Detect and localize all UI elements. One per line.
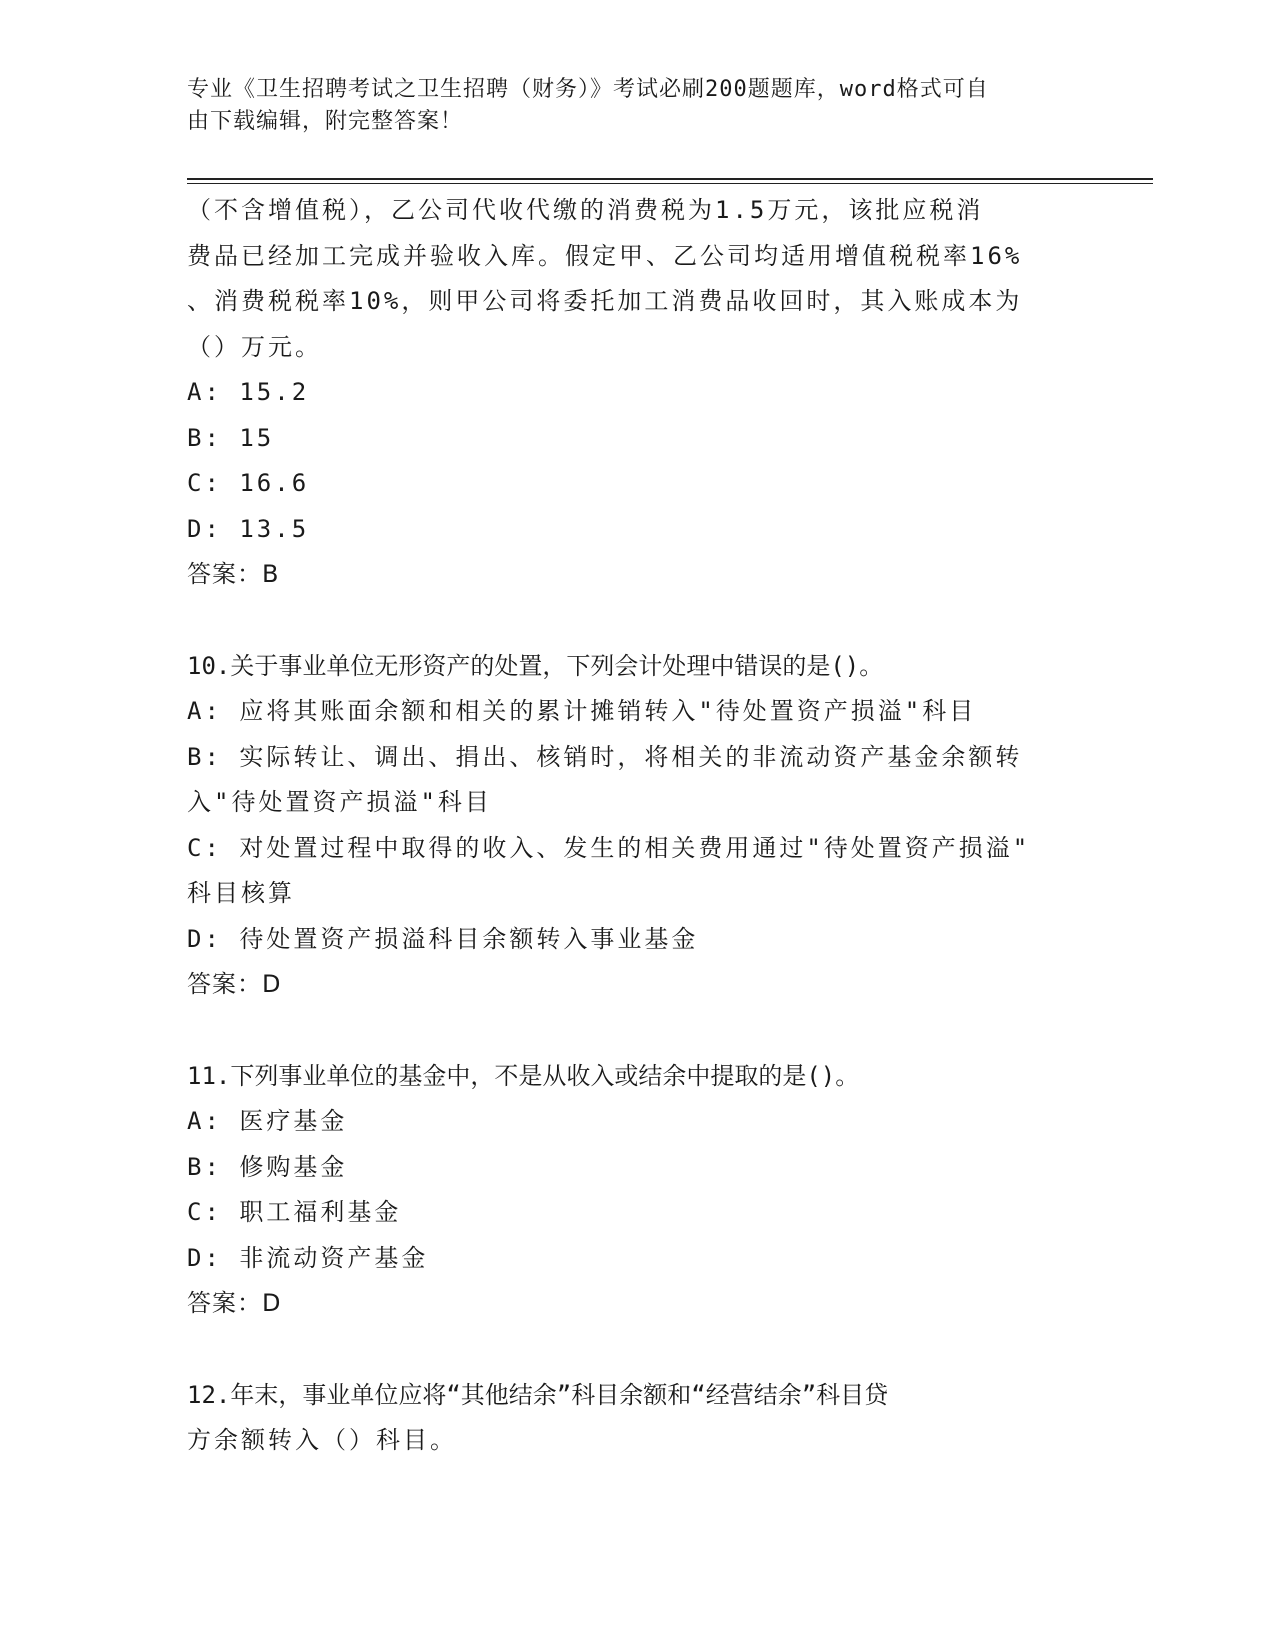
- document-body: [187, 188, 1087, 1464]
- option-d: D: 待处置资产损溢科目余额转入事业基金: [187, 924, 699, 953]
- header-line-1: 专业《卫生招聘考试之卫生招聘（财务）》考试必刷200题题库，word格式可自: [187, 77, 989, 102]
- spacer: [187, 1327, 1087, 1373]
- question-9: [187, 188, 1087, 598]
- question-stem-line: （）万元。: [187, 332, 322, 361]
- option-b: B: 实际转让、调出、捐出、核销时，将相关的非流动资产基金余额转: [187, 742, 1023, 771]
- question-stem-line: 、消费税税率10%，则甲公司将委托加工消费品收回时，其入账成本为: [187, 287, 1023, 315]
- option-c: C: 16.6: [187, 469, 310, 497]
- option-c-continued: 科目核算: [187, 879, 295, 907]
- question-stem-line: 12.年末，事业单位应将“其他结余”科目余额和“经营结余”科目贷: [187, 1380, 889, 1409]
- option-b: B: 15: [187, 423, 275, 452]
- question-stem-line: 费品已经加工完成并验收入库。假定甲、乙公司均适用增值税税率16%: [187, 241, 1023, 270]
- question-stem: 11.下列事业单位的基金中，不是从收入或结余中提取的是()。: [187, 1061, 860, 1090]
- option-a: A: 应将其账面余额和相关的累计摊销转入"待处置资产损溢"科目: [187, 697, 977, 725]
- question-12: [187, 1373, 1087, 1464]
- option-c: C: 职工福利基金: [187, 1198, 402, 1226]
- question-stem: 10.关于事业单位无形资产的处置，下列会计处理中错误的是()。: [187, 651, 884, 680]
- option-d: D: 非流动资产基金: [187, 1243, 429, 1272]
- answer: 答案：B: [187, 560, 280, 588]
- question-stem-line: 方余额转入（）科目。: [187, 1426, 457, 1454]
- header-rule-thin: [187, 183, 1153, 184]
- answer: 答案：D: [187, 970, 282, 998]
- option-a: A: 医疗基金: [187, 1107, 348, 1135]
- spacer: [187, 598, 1087, 644]
- page-header: [187, 74, 1067, 138]
- option-b: B: 修购基金: [187, 1152, 348, 1181]
- option-c: C: 对处置过程中取得的收入、发生的相关费用通过"待处置资产损溢": [187, 833, 1031, 862]
- option-d: D: 13.5: [187, 514, 310, 543]
- option-a: A: 15.2: [187, 378, 310, 406]
- question-10: [187, 644, 1087, 1008]
- question-11: [187, 1054, 1087, 1327]
- spacer: [187, 1008, 1087, 1054]
- option-b-continued: 入"待处置资产损溢"科目: [187, 788, 492, 816]
- header-line-2: 由下载编辑，附完整答案！: [187, 109, 464, 134]
- answer: 答案：D: [187, 1289, 282, 1317]
- question-stem-line: （不含增值税），乙公司代收代缴的消费税为1.5万元，该批应税消: [187, 196, 984, 224]
- header-rule-thick: [187, 178, 1153, 180]
